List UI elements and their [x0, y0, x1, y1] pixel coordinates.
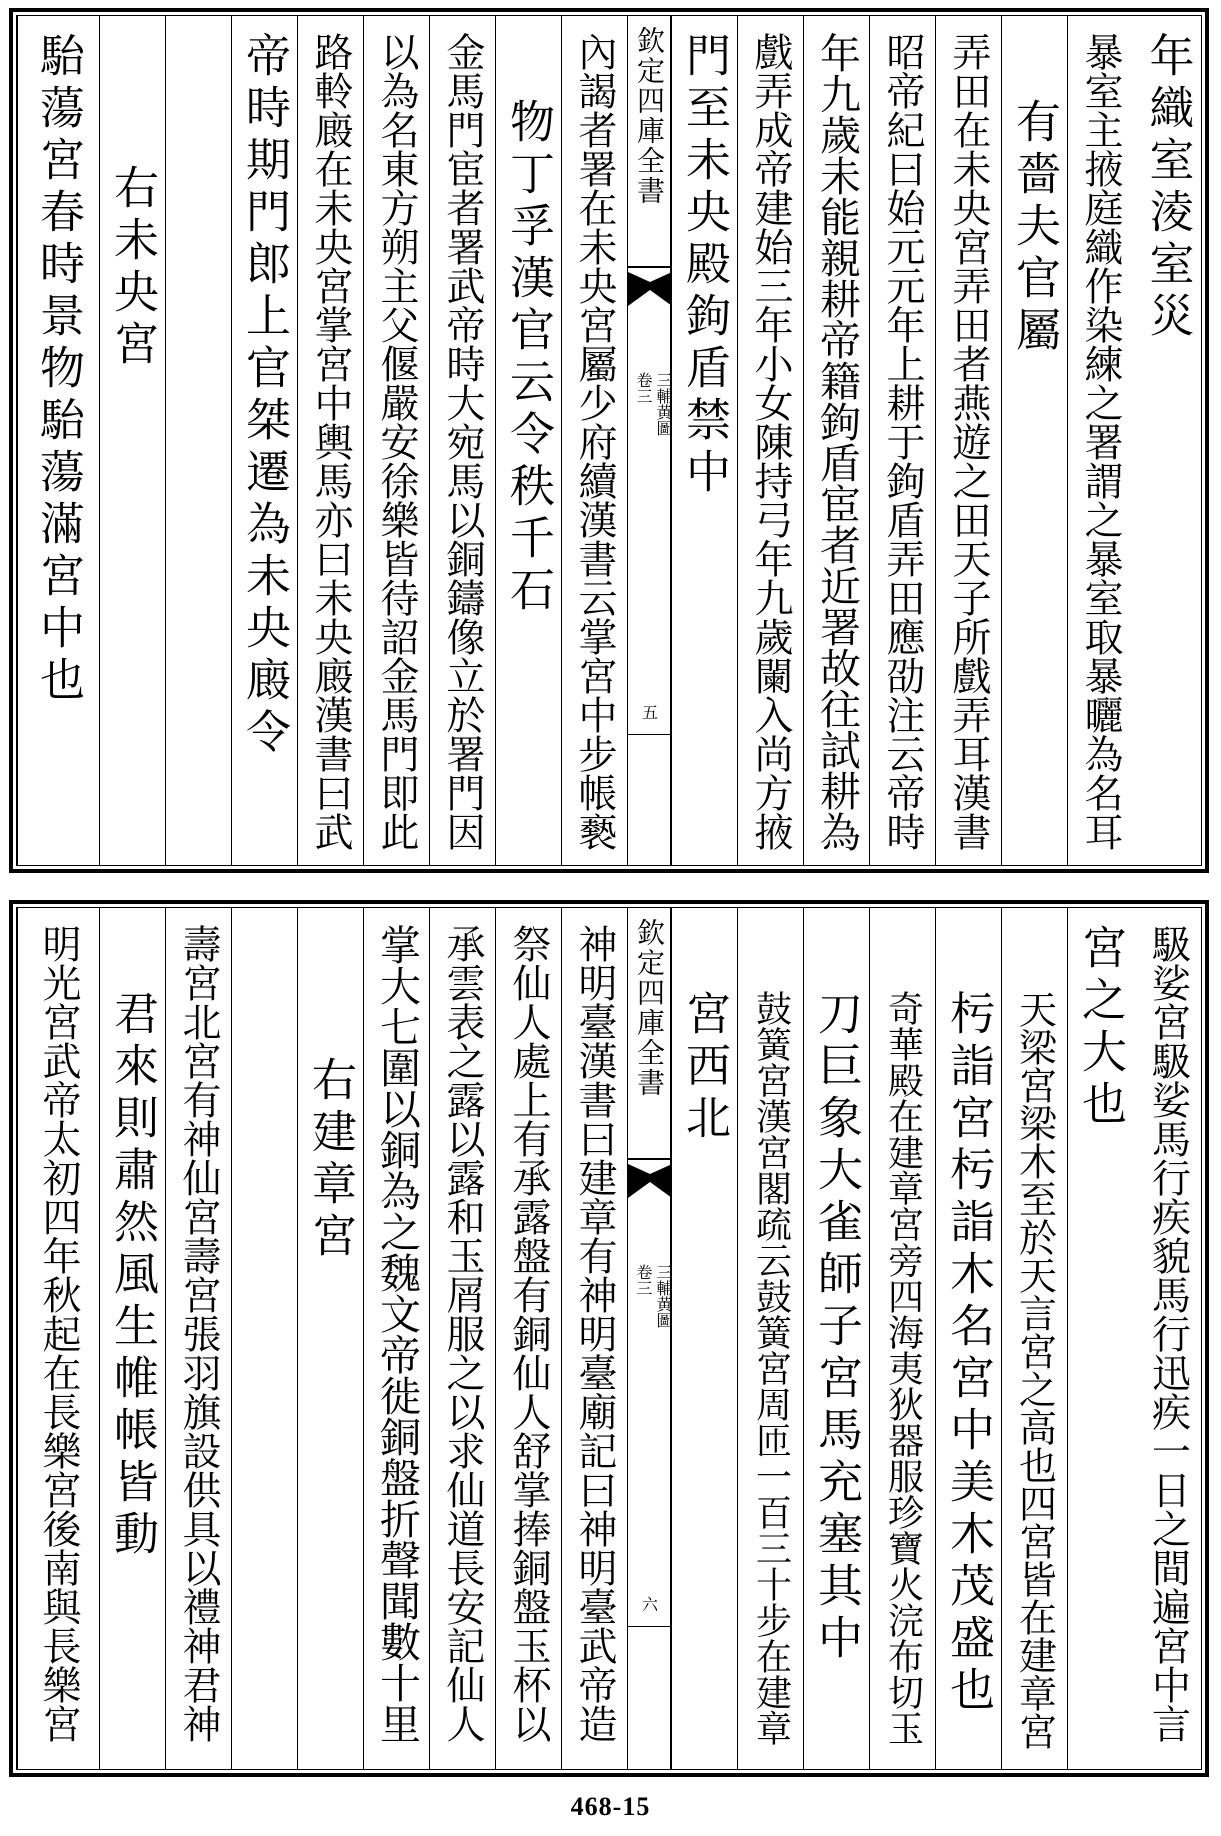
text-column: 奇華殿在建章宮旁四海夷狄器服珍寶火浣布切玉	[869, 908, 935, 1769]
text-column: 帝時期門郎上官桀遷為未央廄令	[231, 16, 297, 865]
page-number: 六	[639, 1596, 659, 1612]
text-column: 杇詣宮杇詣木名宮中美木茂盛也	[935, 908, 1001, 1769]
section-heading: 右建章宮	[297, 908, 363, 1769]
text-column: 年九歲未能親耕帝籍鉤盾宦者近署故往試耕為	[803, 16, 869, 865]
text-column: 年織室淩室災	[1141, 32, 1195, 344]
text-column: 鼓簧宮漢宮閣疏云鼓簧宮周匝一百三十步在建章	[737, 908, 803, 1769]
text-column: 宮之大也	[1067, 908, 1133, 1769]
book-title: 欽定四庫全書	[633, 918, 666, 1098]
text-column: 金馬門宦者署武帝時大宛馬以銅鑄像立於署門因	[429, 16, 495, 865]
text-column	[165, 16, 231, 865]
text-column: 祭仙人處上有承露盤有銅仙人舒掌捧銅盤玉杯以	[495, 908, 561, 1769]
text-column: 君來則肅然風生帷帳皆動	[99, 908, 165, 1769]
text-column: 駘蕩宮春時景物駘蕩滿宮中也	[17, 16, 99, 865]
center-fold	[627, 16, 671, 865]
text-column: 戲弄成帝建始三年小女陳持弓年九歲闌入尚方掖	[737, 16, 803, 865]
book-title: 欽定四庫全書	[633, 26, 666, 206]
text-column: 物丁孚漢官云令秩千石	[495, 16, 561, 865]
page-folio-5	[9, 8, 1209, 873]
page-number: 五	[639, 704, 659, 720]
sub-title: 三輔黄圖	[654, 1264, 673, 1328]
sub-title: 三輔黄圖	[654, 372, 673, 436]
text-column: 宮西北	[671, 908, 737, 1769]
text-column: 明光宮武帝太初四年秋起在長樂宮後南與長樂宮	[17, 908, 99, 1769]
text-column: 掌大七圍以銅為之魏文帝徙銅盤折聲聞數十里	[363, 908, 429, 1769]
text-column: 弄田在未央宮弄田者燕遊之田天子所戲弄耳漢書	[935, 16, 1001, 865]
volume-label: 卷三	[634, 1264, 653, 1296]
text-column	[231, 908, 297, 1769]
page-frame	[16, 15, 1202, 866]
center-fold	[627, 908, 671, 1769]
volume-label: 卷三	[634, 372, 653, 404]
text-column: 天梁宮梁木至於天言宮之高也四宮皆在建章宮	[1001, 908, 1067, 1769]
text-column: 昭帝紀曰始元元年上耕于鉤盾弄田應劭注云帝時	[869, 16, 935, 865]
text-column: 有嗇夫官屬	[1001, 16, 1067, 865]
page-footer-number: 468-15	[570, 1792, 651, 1821]
text-column: 壽宮北宮有神仙宮壽宮張羽旗設供具以禮神君神	[165, 908, 231, 1769]
page-folio-6	[9, 900, 1209, 1777]
text-column: 暴室主掖庭織作染練之署謂之暴室取暴曬為名耳	[1067, 16, 1133, 865]
text-column: 以為名東方朔主父偃嚴安徐樂皆待詔金馬門即此	[363, 16, 429, 865]
fish-tail-mark	[628, 266, 672, 310]
text-column: 門至未央殿鉤盾禁中	[671, 16, 737, 865]
fish-tail-mark	[628, 1158, 672, 1202]
text-column: 路軨廄在未央宮掌宮中輿馬亦曰未央廄漢書曰武	[297, 16, 363, 865]
text-column: 內謁者署在未央宮屬少府續漢書云掌宮中步帳褻	[561, 16, 627, 865]
text-column: 神明臺漢書曰建章有神明臺廟記曰神明臺武帝造	[561, 908, 627, 1769]
section-heading: 右未央宮	[99, 16, 165, 865]
text-column: 刀巨象大雀師子宮馬充塞其中	[803, 908, 869, 1769]
text-column: 馺娑宮馺娑馬行疾貌馬行迅疾一日之間遍宮中言	[1145, 924, 1191, 1743]
page-frame	[16, 907, 1202, 1770]
text-column: 承雲表之露以露和玉屑服之以求仙道長安記仙人	[429, 908, 495, 1769]
